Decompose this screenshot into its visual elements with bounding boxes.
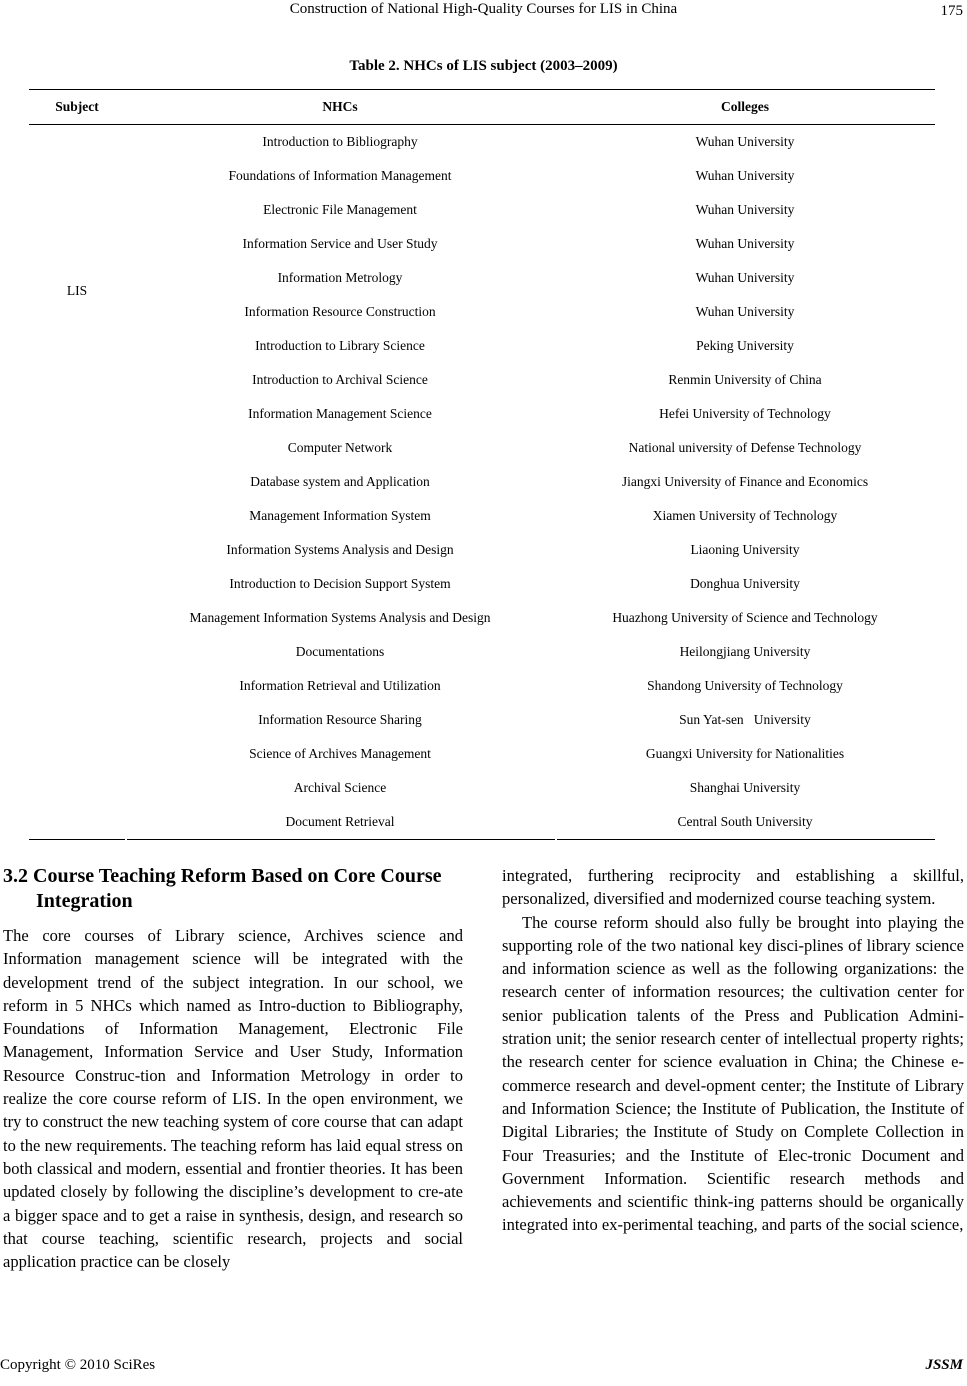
nhc-cell: Introduction to Bibliography xyxy=(262,134,418,149)
table-row xyxy=(29,465,935,499)
nhc-cell: Document Retrieval xyxy=(285,814,395,829)
table-bottom-rule xyxy=(29,839,935,840)
running-title: Construction of National High-Quality Courses for LIS in China xyxy=(289,1,678,17)
table-header-row xyxy=(29,90,935,124)
college-cell: Guangxi University for Nationalities xyxy=(645,746,845,761)
journal-abbreviation: JSSM xyxy=(925,1357,963,1373)
nhc-table xyxy=(29,89,935,840)
college-cell: Shanghai University xyxy=(689,780,801,795)
college-cell: Renmin University of China xyxy=(668,372,822,387)
college-cell: Wuhan University xyxy=(695,134,795,149)
table-row xyxy=(29,669,935,703)
body-paragraph: integrated, furthering reciprocity and establishing a skillful, personalized, diversified and modernized course teaching system. xyxy=(502,866,964,909)
college-cell: Xiamen University of Technology xyxy=(652,508,838,523)
nhc-cell: Information Resource Sharing xyxy=(258,712,422,727)
table-row xyxy=(29,601,935,635)
college-cell: Wuhan University xyxy=(695,304,795,319)
nhc-cell: Information Resource Construction xyxy=(244,304,436,319)
body-paragraph: The core courses of Library science, Archives science and Information management science will be integrated with the development trend of the subject integration. In our school, we reform in 5 NHCs which named as Intro-duction to Bibliography, Foundations of Information Management, Electronic File Management, Information Service and User Study, Information Resource Construc-tion and Information Metrology in order to realize the core course reform of LIS. In the open environment, we try to construct the new teaching system of core course that can adapt to the new requirements. The teaching reform has laid equal stress on both classical and modern, essential and frontier theories. It has been updated closely by following the discipline’s development to cre-ate a bigger space and to get a raise in synthesis, design, and research so that course teaching, scientific research, projects and social application practice can be closely xyxy=(3,926,463,1272)
column-header-colleges: Colleges xyxy=(721,99,769,114)
nhc-cell: Documentations xyxy=(295,644,385,659)
nhc-cell: Database system and Application xyxy=(250,474,430,489)
table-row xyxy=(29,771,935,805)
nhc-cell: Information Service and User Study xyxy=(242,236,438,251)
nhc-cell: Information Metrology xyxy=(277,270,403,285)
college-cell: Jiangxi University of Finance and Economics xyxy=(621,474,869,489)
right-column xyxy=(502,864,964,1237)
column-header-subject: Subject xyxy=(55,99,99,114)
table-row xyxy=(29,227,935,261)
college-cell: Wuhan University xyxy=(695,270,795,285)
nhc-cell: Management Information System xyxy=(249,508,431,523)
nhc-cell: Information Systems Analysis and Design xyxy=(226,542,454,557)
nhc-cell: Information Management Science xyxy=(248,406,432,421)
running-header xyxy=(0,0,967,22)
nhc-cell: Introduction to Decision Support System xyxy=(229,576,451,591)
table-row xyxy=(29,295,935,329)
table-row xyxy=(29,431,935,465)
college-cell: Shandong University of Technology xyxy=(647,678,843,693)
table-caption: Table 2. NHCs of LIS subject (2003–2009) xyxy=(349,58,618,74)
table-row xyxy=(29,125,935,159)
college-cell: Heilongjiang University xyxy=(679,644,811,659)
table-row xyxy=(29,397,935,431)
nhc-cell: Management Information Systems Analysis and Design xyxy=(189,610,491,625)
college-cell: National university of Defense Technology xyxy=(628,440,862,455)
subject-cell: LIS xyxy=(66,283,88,298)
nhc-cell: Computer Network xyxy=(287,440,393,455)
body-paragraph: The course reform should also fully be brought into playing the supporting role of the two national key disci-plines of library science and information science as well as the following organizations: the research center of information resources; the cultivation center for senior publication talents of the Press and Publication Admini-stration unit; the senior research center of intellectual property rights; the research center for science evaluation in China; the Chinese e-commerce research and devel-opment center; the Institute of Library and Information Science; the Institute of Publication, the Institute of Digital Libraries; the Institute of Study on Complete Collection in Four Treasuries; and the Institute of Elec-tronic Document and Government Information. Scientific research methods and achievements and scientific think-ing patterns should be organically integrated into ex-perimental teaching, and parts of the social science, xyxy=(502,912,964,1235)
table-row xyxy=(29,805,935,839)
table-row xyxy=(29,737,935,771)
college-cell: Wuhan University xyxy=(695,168,795,183)
table-row xyxy=(29,567,935,601)
college-cell: Liaoning University xyxy=(690,542,800,557)
table-row xyxy=(29,193,935,227)
college-cell: Hefei University of Technology xyxy=(659,406,831,421)
nhc-cell: Archival Science xyxy=(293,780,387,795)
college-cell: Huazhong University of Science and Technology xyxy=(612,610,878,625)
college-cell: Wuhan University xyxy=(695,236,795,251)
table-row xyxy=(29,499,935,533)
copyright-notice: Copyright © 2010 SciRes xyxy=(0,1357,156,1373)
column-header-nhcs: NHCs xyxy=(322,99,358,114)
table-row xyxy=(29,329,935,363)
table-row xyxy=(29,703,935,737)
college-cell: Donghua University xyxy=(690,576,800,591)
section-heading: 3.2 Course Teaching Reform Based on Core Course Integration xyxy=(3,865,442,912)
nhc-cell: Introduction to Archival Science xyxy=(252,372,428,387)
college-cell: Wuhan University xyxy=(695,202,795,217)
page-number: 175 xyxy=(940,3,963,19)
nhc-cell: Science of Archives Management xyxy=(249,746,431,761)
nhc-cell: Information Retrieval and Utilization xyxy=(239,678,441,693)
college-cell: Peking University xyxy=(696,338,794,353)
left-column xyxy=(3,864,463,1273)
college-cell: Sun Yat-sen University xyxy=(679,712,811,727)
college-cell: Central South University xyxy=(677,814,813,829)
table-row xyxy=(29,533,935,567)
nhc-cell: Introduction to Library Science xyxy=(255,338,425,353)
nhc-cell: Electronic File Management xyxy=(263,202,417,217)
table-row xyxy=(29,635,935,669)
table-row xyxy=(29,261,935,295)
table-row xyxy=(29,363,935,397)
table-row xyxy=(29,159,935,193)
nhc-cell: Foundations of Information Management xyxy=(228,168,452,183)
